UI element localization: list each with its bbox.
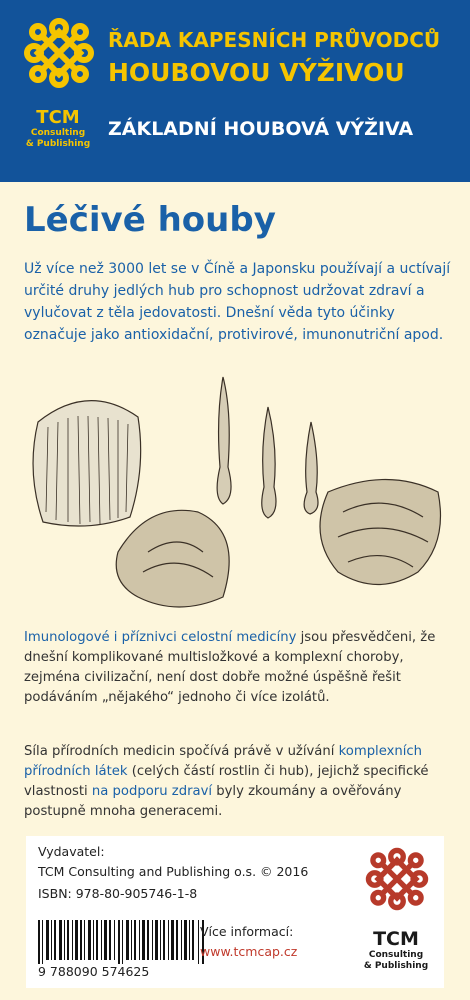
highlight-complex-substances: komplexních přírodních látek	[24, 744, 423, 779]
footer-logo-text: TCM	[373, 928, 419, 950]
header-logo-text: TCM	[36, 107, 80, 128]
mushroom-illustrations	[18, 372, 458, 612]
barcode-icon	[38, 920, 208, 964]
isbn: ISBN: 978-80-905746-1-8	[38, 886, 198, 901]
header-logo-sub2: & Publishing	[25, 139, 91, 149]
endless-knot-red-icon	[364, 846, 430, 912]
paragraph-medicine	[24, 628, 454, 708]
highlight-immunologists: Imunologové i příznivci celostní medicíny	[24, 630, 297, 645]
reishi-mushroom-icon	[116, 480, 440, 608]
series-title-line1: ŘADA KAPESNÍCH PRŮVODCŮ	[108, 28, 441, 52]
header-logo-subtext	[18, 128, 98, 150]
paragraph-natural-medicine	[24, 742, 454, 822]
publisher-label: Vydavatel:	[38, 844, 105, 859]
p2-mid-text: (celých částí rostlin či hub), jejichž specifické vlastnosti	[24, 764, 429, 799]
intro-paragraph: Už více než 3000 let se v Číně a Japonsku používají a uctívají určité druhy jedlých hub pro schopnost udržovat zdraví a vylučovat z těla jedovatosti. Dnešní věda tyto účinky označuje jako antioxidační, protivirové, imunonutriční apod.	[24, 261, 451, 343]
header-logo-sub1: Consulting	[30, 128, 86, 138]
page-title: Léčivé houby	[24, 200, 276, 240]
paragraph-medicine-text: jsou přesvědčeni, že dnešní komplikované multisložkové a komplexní choroby, zejména civilizační, není dost dobře možné úspěšně řešit podáváním „nějakého“ jednoho či více izolátů.	[24, 630, 436, 705]
footer-logo-sub2: & Publishing	[363, 961, 429, 971]
p2-end-text: byly zkoumány a ověřovány postupně mnoha generacemi.	[24, 784, 402, 819]
cordyceps-mushroom-icon	[217, 377, 318, 518]
highlight-health-support: na podporu zdraví	[91, 784, 213, 799]
publisher-name: TCM Consulting and Publishing o.s. © 2016	[38, 864, 309, 879]
booklet-subtitle: ZÁKLADNÍ HOUBOVÁ VÝŽIVA	[108, 118, 414, 140]
lions-mane-mushroom-icon	[33, 401, 141, 526]
header-banner	[0, 0, 470, 182]
website-link[interactable]: www.tcmcap.cz	[200, 944, 298, 959]
p2-start-text: Síla přírodních medicin spočívá právě v užívání	[24, 744, 339, 759]
publisher-info-box	[26, 836, 444, 988]
barcode-number: 9 788090 574625	[38, 964, 150, 979]
footer-logo-sub1: Consulting	[368, 950, 424, 960]
more-info-label: Více informací:	[200, 924, 294, 939]
endless-knot-logo-icon	[22, 16, 96, 90]
series-title-line2: HOUBOVOU VÝŽIVOU	[108, 58, 405, 87]
footer-logo-subtext	[356, 950, 436, 972]
